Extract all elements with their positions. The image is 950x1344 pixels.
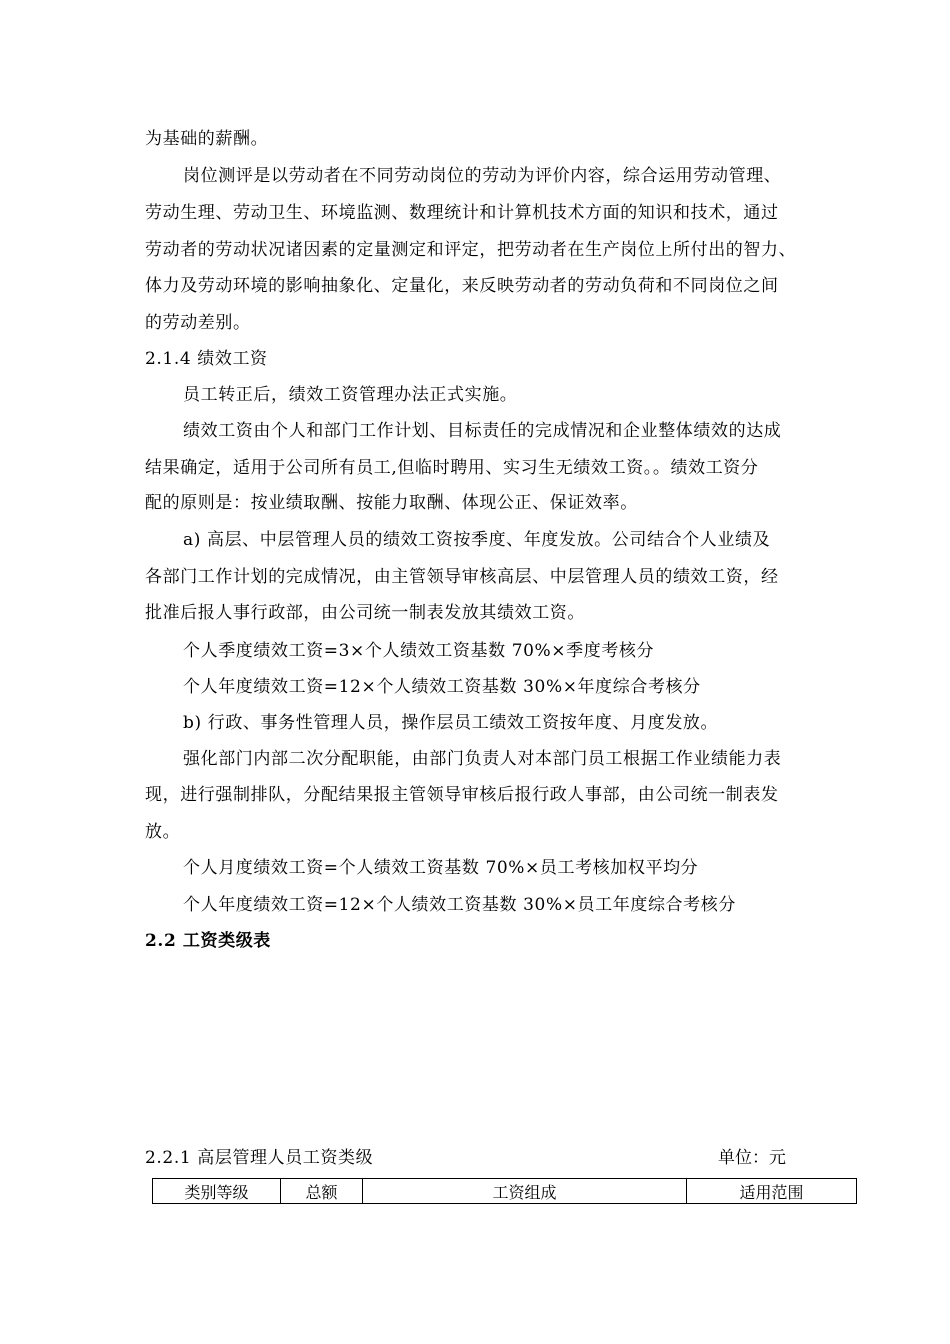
formula-line: 个人月度绩效工资=个人绩效工资基数 70%×员工考核加权平均分 [183, 858, 699, 878]
paragraph-line: 岗位测评是以劳动者在不同劳动岗位的劳动为评价内容，综合运用劳动管理、 [183, 166, 782, 186]
paragraph-line: 劳动生理、劳动卫生、环境监测、数理统计和计算机技术方面的知识和技术，通过 [145, 203, 779, 223]
header-applicable-scope: 适用范围 [687, 1179, 857, 1204]
paragraph-line: 各部门工作计划的完成情况，由主管领导审核高层、中层管理人员的绩效工资，经 [145, 567, 779, 587]
section-heading: 2.2 工资类级表 [145, 931, 271, 951]
table [152, 1178, 857, 1204]
paragraph-line: 批准后报人事行政部，由公司统一制表发放其绩效工资。 [145, 603, 585, 623]
paragraph-line: 员工转正后，绩效工资管理办法正式实施。 [183, 385, 518, 405]
paragraph-line: 绩效工资由个人和部门工作计划、目标责任的完成情况和企业整体绩效的达成 [183, 421, 782, 441]
formula-line: 个人年度绩效工资=12×个人绩效工资基数 30%×年度综合考核分 [183, 677, 701, 697]
salary-grade-table [152, 1178, 856, 1204]
header-total: 总额 [281, 1179, 363, 1204]
paragraph-line: 配的原则是：按业绩取酬、按能力取酬、体现公正、保证效率。 [145, 493, 638, 513]
paragraph-line: 为基础的薪酬。 [145, 129, 269, 149]
paragraph-line: 的劳动差别。 [145, 313, 251, 333]
paragraph-line: 劳动者的劳动状况诸因素的定量测定和评定，把劳动者在生产岗位上所付出的智力、 [145, 240, 797, 260]
header-category-level: 类别等级 [153, 1179, 281, 1204]
unit-label: 单位：元 [718, 1148, 786, 1168]
paragraph-line: b) 行政、事务性管理人员，操作层员工绩效工资按年度、月度发放。 [183, 713, 719, 733]
paragraph-line: 强化部门内部二次分配职能，由部门负责人对本部门员工根据工作业绩能力表 [183, 749, 782, 769]
section-heading: 2.1.4 绩效工资 [145, 349, 268, 369]
header-salary-composition: 工资组成 [363, 1179, 687, 1204]
paragraph-line: 现，进行强制排队，分配结果报主管领导审核后报行政人事部，由公司统一制表发 [145, 785, 779, 805]
paragraph-line: 体力及劳动环境的影响抽象化、定量化，来反映劳动者的劳动负荷和不同岗位之间 [145, 276, 779, 296]
table-header-row [153, 1179, 857, 1204]
formula-line: 个人年度绩效工资=12×个人绩效工资基数 30%×员工年度综合考核分 [183, 895, 736, 915]
table-caption: 2.2.1 高层管理人员工资类级 [145, 1148, 374, 1168]
paragraph-line: 放。 [145, 822, 181, 842]
paragraph-line: 结果确定，适用于公司所有员工,但临时聘用、实习生无绩效工资。。绩效工资分 [145, 458, 759, 478]
paragraph-line: a) 高层、中层管理人员的绩效工资按季度、年度发放。公司结合个人业绩及 [183, 530, 771, 550]
formula-line: 个人季度绩效工资=3×个人绩效工资基数 70%×季度考核分 [183, 641, 655, 661]
